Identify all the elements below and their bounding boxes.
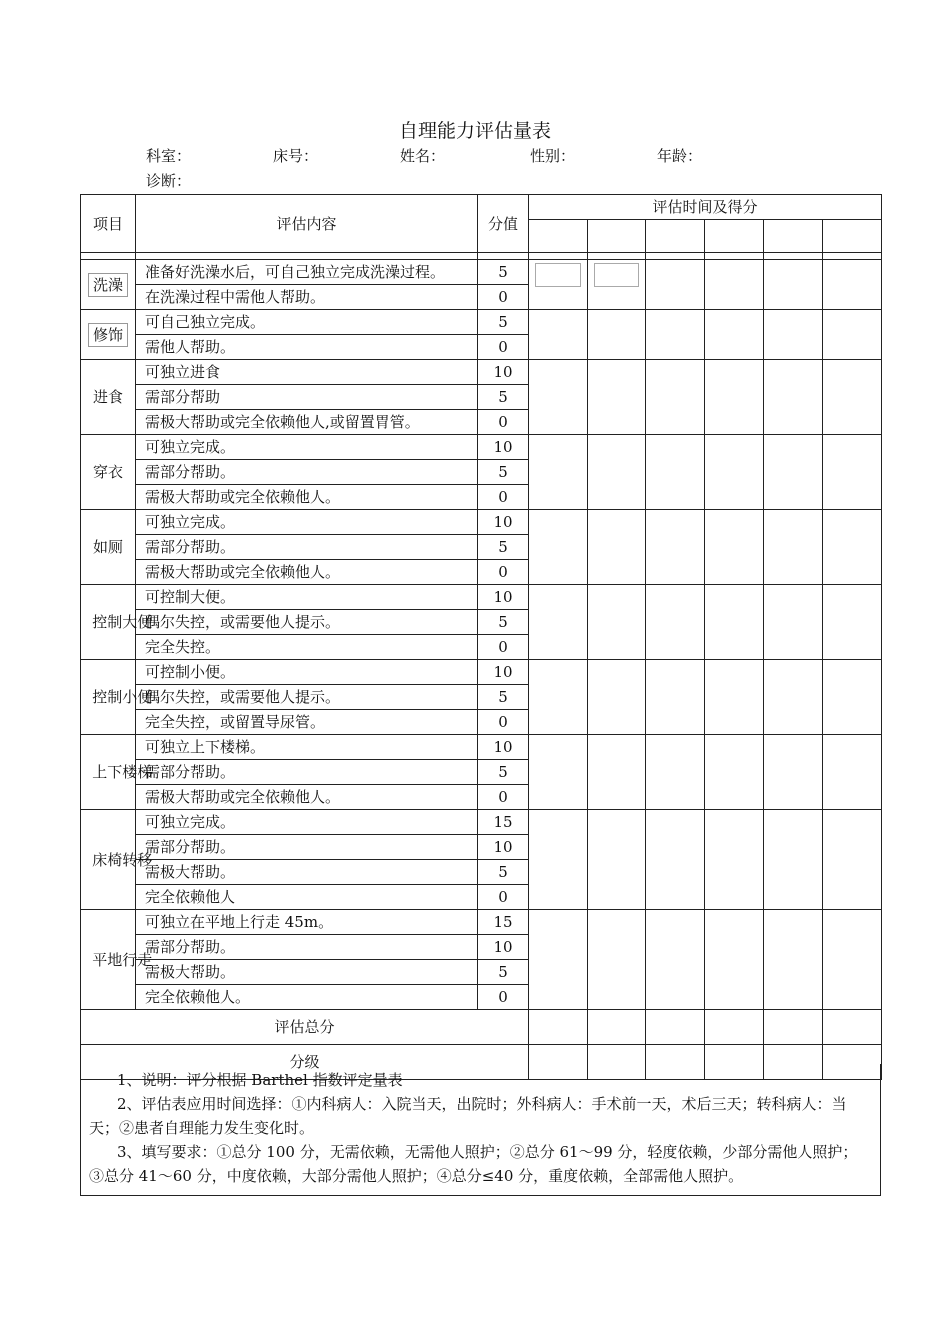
category-cell [81, 260, 136, 310]
time-score-cell[interactable] [588, 810, 646, 910]
time-score-cell[interactable] [764, 510, 823, 585]
category-cell [81, 585, 153, 660]
score-cell: 0 [478, 635, 529, 660]
time-score-cell[interactable] [764, 585, 823, 660]
time-score-cell[interactable] [588, 660, 646, 735]
content-cell: 需极大帮助。 [136, 860, 478, 885]
score-cell: 0 [478, 410, 529, 435]
time-score-cell[interactable] [823, 360, 882, 435]
time-score-cell[interactable] [823, 1010, 882, 1045]
gap-cell [705, 253, 764, 260]
content-cell: 可独立上下楼梯。 [136, 735, 478, 760]
time-score-cell[interactable] [646, 510, 705, 585]
content-cell: 可独立完成。 [136, 435, 478, 460]
time-score-cell[interactable] [823, 910, 882, 1010]
score-cell: 10 [478, 435, 529, 460]
note-1: 1、说明：评分根据 Barthel 指数评定量表 [117, 1071, 403, 1089]
score-cell: 0 [478, 485, 529, 510]
time-score-cell[interactable] [588, 910, 646, 1010]
category-cell [81, 510, 136, 585]
table-row [81, 260, 882, 285]
time-score-cell[interactable] [646, 660, 705, 735]
table-row [81, 660, 882, 685]
score-cell: 0 [478, 710, 529, 735]
category-label: 上下楼梯 [92, 763, 153, 781]
score-cell: 10 [478, 935, 529, 960]
time-score-cell[interactable] [705, 360, 764, 435]
time-score-cell[interactable] [823, 435, 882, 510]
category-label: 床椅转移 [92, 850, 153, 869]
score-input-box[interactable] [594, 263, 639, 287]
table-row [81, 310, 882, 335]
table-row [81, 910, 882, 935]
time-score-cell[interactable] [705, 220, 764, 253]
category-label: 平地行走 [92, 950, 153, 969]
time-score-cell[interactable] [764, 360, 823, 435]
content-cell: 需部分帮助。 [136, 760, 478, 785]
score-cell: 10 [478, 735, 529, 760]
table-row [81, 585, 882, 610]
time-score-cell[interactable] [764, 220, 823, 253]
header-item: 项目 [81, 195, 136, 253]
score-cell: 5 [478, 310, 529, 335]
time-score-cell[interactable] [705, 735, 764, 810]
content-cell: 需部分帮助。 [136, 935, 478, 960]
time-score-cell[interactable] [705, 910, 764, 1010]
bed-label: 床号： [273, 147, 319, 165]
score-cell: 10 [478, 585, 529, 610]
content-cell: 需部分帮助。 [136, 460, 478, 485]
time-score-cell[interactable] [529, 585, 588, 660]
content-cell: 可独立完成。 [136, 510, 478, 535]
time-score-cell[interactable] [823, 660, 882, 735]
time-score-cell[interactable] [529, 735, 588, 810]
time-score-cell[interactable] [705, 435, 764, 510]
time-score-cell[interactable] [823, 260, 882, 310]
time-score-cell[interactable] [529, 910, 588, 1010]
time-score-cell[interactable] [646, 310, 705, 360]
time-score-cell[interactable] [764, 435, 823, 510]
time-score-cell[interactable] [588, 435, 646, 510]
department-label: 科室： [146, 147, 192, 165]
category-label: 洗澡 [88, 273, 128, 297]
score-cell: 10 [478, 360, 529, 385]
content-cell: 可控制大便。 [136, 585, 478, 610]
score-cell: 5 [478, 960, 529, 985]
content-cell: 完全失控。 [136, 635, 478, 660]
category-label: 穿衣 [92, 463, 123, 481]
time-score-cell[interactable] [646, 360, 705, 435]
score-cell: 10 [478, 660, 529, 685]
gap-cell [764, 253, 823, 260]
content-cell: 可自己独立完成。 [136, 310, 478, 335]
time-score-cell[interactable] [764, 735, 823, 810]
time-score-cell[interactable] [588, 585, 646, 660]
gap-cell [823, 253, 882, 260]
total-label: 评估总分 [81, 1010, 529, 1045]
score-cell: 5 [478, 685, 529, 710]
time-score-cell[interactable] [764, 310, 823, 360]
time-score-cell[interactable] [646, 585, 705, 660]
content-cell: 需部分帮助 [136, 385, 478, 410]
category-label: 控制大便 [92, 613, 153, 631]
time-score-cell[interactable] [529, 1010, 588, 1045]
diagnosis-label: 诊断： [146, 172, 192, 190]
time-score-cell[interactable] [705, 260, 764, 310]
category-label: 修饰 [88, 323, 128, 347]
content-cell: 需他人帮助。 [136, 335, 478, 360]
content-cell: 需极大帮助或完全依赖他人,或留置胃管。 [136, 410, 478, 435]
time-score-cell[interactable] [823, 510, 882, 585]
gap-cell [529, 253, 588, 260]
category-cell [81, 435, 136, 510]
category-cell [81, 660, 153, 735]
gap-cell [81, 253, 136, 260]
category-cell [81, 910, 153, 1010]
header-time-score: 评估时间及得分 [529, 195, 882, 220]
note-2: 2、评估表应用时间选择：①内科病人：入院当天，出院时；外科病人：手术前一天，术后三天；转科病人：当天；②患者自理能力发生变化时。 [89, 1095, 847, 1137]
time-score-cell[interactable] [646, 435, 705, 510]
page-title: 自理能力评估量表 [398, 120, 551, 142]
time-score-cell[interactable] [646, 260, 705, 310]
score-cell: 15 [478, 910, 529, 935]
gender-label: 性别： [530, 147, 576, 165]
category-label: 控制小便 [92, 688, 153, 706]
score-cell: 5 [478, 460, 529, 485]
score-cell: 10 [478, 835, 529, 860]
time-score-cell[interactable] [529, 435, 588, 510]
name-label: 姓名： [400, 147, 446, 165]
note-3: 3、填写要求：①总分 100 分，无需依赖，无需他人照护；②总分 61～99 分，轻度依赖，少部分需他人照护；③总分 41～60 分，中度依赖，大部分需他人照护；④总分≤40 分，重度依赖，全部需他人照护。 [89, 1143, 858, 1185]
time-score-cell[interactable] [588, 735, 646, 810]
content-cell: 准备好洗澡水后，可自己独立完成洗澡过程。 [136, 260, 478, 285]
content-cell: 完全依赖他人 [136, 885, 478, 910]
content-cell: 需部分帮助。 [136, 535, 478, 560]
assessment-table [80, 194, 882, 1080]
gap-cell [136, 253, 478, 260]
time-score-cell[interactable] [588, 1010, 646, 1045]
score-cell: 15 [478, 810, 529, 835]
time-score-cell[interactable] [705, 810, 764, 910]
time-score-cell[interactable] [705, 585, 764, 660]
score-cell: 5 [478, 260, 529, 285]
time-score-cell[interactable] [588, 260, 646, 310]
content-cell: 需极大帮助或完全依赖他人。 [136, 785, 478, 810]
score-input-box[interactable] [535, 263, 581, 287]
time-score-cell[interactable] [823, 310, 882, 360]
time-score-cell[interactable] [529, 360, 588, 435]
header-content: 评估内容 [136, 195, 478, 253]
time-score-cell[interactable] [529, 260, 588, 310]
content-cell: 可独立完成。 [136, 810, 478, 835]
content-cell: 可控制小便。 [136, 660, 478, 685]
content-cell: 完全依赖他人。 [136, 985, 478, 1010]
summary-row [81, 1010, 882, 1045]
time-score-cell[interactable] [588, 310, 646, 360]
content-cell: 需极大帮助或完全依赖他人。 [136, 485, 478, 510]
age-label: 年龄： [657, 147, 703, 165]
category-cell [81, 810, 153, 910]
time-score-cell[interactable] [588, 510, 646, 585]
header-score: 分值 [478, 195, 529, 253]
score-cell: 5 [478, 535, 529, 560]
content-cell: 需极大帮助。 [136, 960, 478, 985]
time-score-cell[interactable] [764, 910, 823, 1010]
score-cell: 5 [478, 610, 529, 635]
time-score-cell[interactable] [823, 735, 882, 810]
time-score-cell[interactable] [764, 260, 823, 310]
gap-cell [588, 253, 646, 260]
time-score-cell[interactable] [529, 660, 588, 735]
time-score-cell[interactable] [529, 810, 588, 910]
time-score-cell[interactable] [823, 810, 882, 910]
score-cell: 0 [478, 885, 529, 910]
table-row [81, 735, 882, 760]
table-row [81, 510, 882, 535]
content-cell: 需极大帮助或完全依赖他人。 [136, 560, 478, 585]
time-score-cell[interactable] [588, 220, 646, 253]
gap-cell [478, 253, 529, 260]
content-cell: 完全失控，或留置导尿管。 [136, 710, 478, 735]
table-row [81, 435, 882, 460]
time-score-cell[interactable] [588, 360, 646, 435]
time-score-cell[interactable] [705, 510, 764, 585]
time-score-cell[interactable] [646, 910, 705, 1010]
time-score-cell[interactable] [764, 810, 823, 910]
time-score-cell[interactable] [705, 1010, 764, 1045]
score-cell: 5 [478, 760, 529, 785]
time-score-cell[interactable] [529, 220, 588, 253]
gap-cell [646, 253, 705, 260]
category-cell [81, 310, 136, 360]
category-cell [81, 360, 136, 435]
time-score-cell[interactable] [529, 510, 588, 585]
score-cell: 0 [478, 985, 529, 1010]
time-score-cell[interactable] [705, 310, 764, 360]
table-row [81, 810, 882, 835]
score-cell: 0 [478, 560, 529, 585]
content-cell: 可独立在平地上行走 45m。 [136, 910, 478, 935]
time-score-cell[interactable] [646, 220, 705, 253]
content-cell: 偶尔失控，或需要他人提示。 [136, 685, 478, 710]
time-score-cell[interactable] [823, 585, 882, 660]
score-cell: 10 [478, 510, 529, 535]
time-score-cell[interactable] [764, 660, 823, 735]
score-cell: 5 [478, 860, 529, 885]
grade-label: 分级 [81, 1045, 529, 1080]
time-score-cell[interactable] [764, 1010, 823, 1045]
time-score-cell[interactable] [705, 660, 764, 735]
category-label: 进食 [92, 388, 123, 406]
time-score-cell[interactable] [646, 810, 705, 910]
content-cell: 可独立进食 [136, 360, 478, 385]
score-cell: 0 [478, 335, 529, 360]
score-cell: 5 [478, 385, 529, 410]
notes-section [80, 1064, 881, 1196]
category-cell [81, 735, 153, 810]
content-cell: 偶尔失控，或需要他人提示。 [136, 610, 478, 635]
score-cell: 0 [478, 285, 529, 310]
time-score-cell[interactable] [646, 1010, 705, 1045]
category-label: 如厕 [92, 538, 123, 556]
time-score-cell[interactable] [823, 220, 882, 253]
time-score-cell[interactable] [646, 735, 705, 810]
content-cell: 需部分帮助。 [136, 835, 478, 860]
table-row [81, 360, 882, 385]
content-cell: 在洗澡过程中需他人帮助。 [136, 285, 478, 310]
time-score-cell[interactable] [529, 310, 588, 360]
score-cell: 0 [478, 785, 529, 810]
